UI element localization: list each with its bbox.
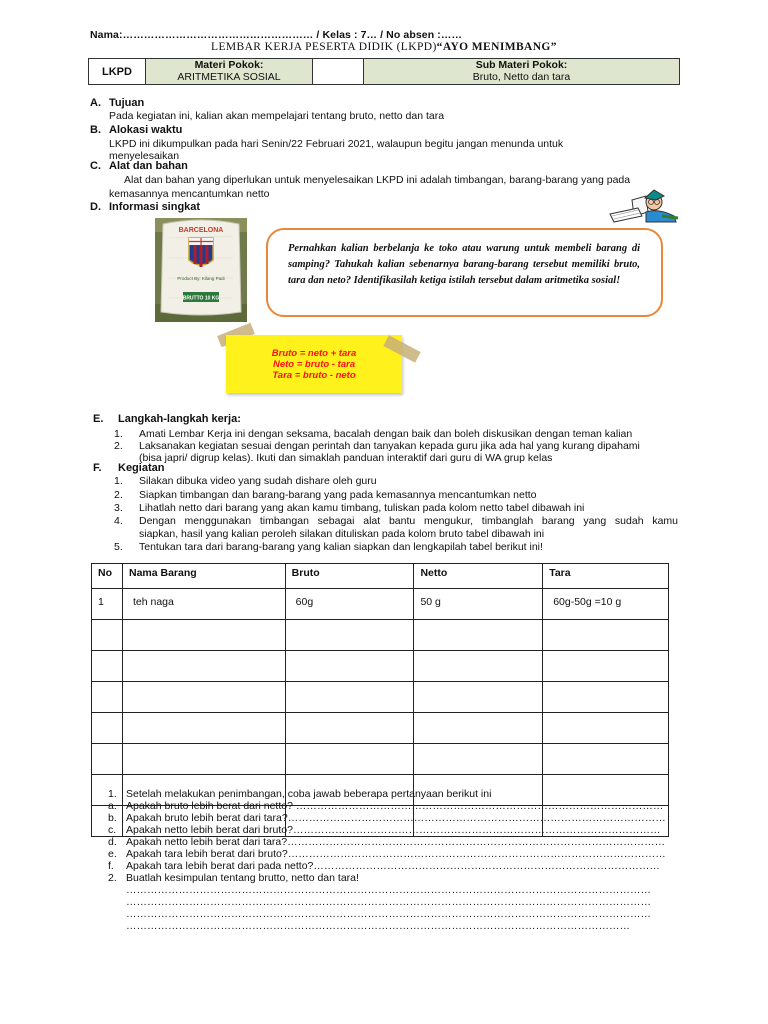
cell-netto[interactable] — [414, 744, 543, 775]
table-header-row — [92, 564, 669, 589]
question-b-letter: b. — [108, 812, 117, 824]
table-row — [92, 651, 669, 682]
cell-tara[interactable] — [543, 744, 669, 775]
sub-materi-label: Sub Materi Pokok: — [475, 59, 568, 71]
cell-no[interactable] — [92, 620, 123, 651]
identity-line: Nama:……………………………………………… / Kelas : 7… / No absen :…… — [90, 29, 463, 41]
cell-netto[interactable]: 50 g — [414, 589, 543, 620]
cell-no[interactable] — [92, 682, 123, 713]
materi-value: ARITMETIKA SOSIAL — [177, 71, 281, 83]
page-title-quote: “AYO MENIMBANG” — [436, 41, 557, 53]
materi-label: Materi Pokok: — [194, 59, 264, 71]
question-e-letter: e. — [108, 848, 117, 860]
question-2-text: Buatlah kesimpulan tentang brutto, netto dan tara! — [126, 872, 359, 884]
cell-bruto[interactable] — [285, 682, 414, 713]
activity-1-number: 1. — [114, 475, 123, 487]
section-b-text-1: LKPD ini dikumpulkan pada hari Senin/22 Februari 2021, walaupun begitu jangan menunda untuk — [109, 138, 564, 150]
sack-product-text: Product By: Kilang Padi — [177, 276, 225, 281]
step-1-text: Amati Lembar Kerja ini dengan seksama, bacalah dengan baik dan boleh diskusikan dengan teman kalian — [139, 428, 633, 440]
header-tara: Tara — [543, 564, 669, 589]
cell-netto[interactable] — [414, 651, 543, 682]
cell-no[interactable] — [92, 651, 123, 682]
lkpd-cell: LKPD — [89, 59, 146, 84]
activity-5-text: Tentukan tara dari barang-barang yang kalian siapkan dan lengkapilah tabel berikut ini! — [139, 541, 543, 553]
cell-nama-barang[interactable] — [122, 713, 285, 744]
question-a-letter: a. — [108, 800, 117, 812]
cell-bruto[interactable] — [285, 620, 414, 651]
step-2-text-2: (bisa japri/ digrup kelas). Ikuti dan simaklah panduan interaktif dari guru di WA grup kelas — [139, 452, 553, 464]
formula-bruto: Bruto = neto + tara — [271, 348, 357, 359]
cell-tara[interactable] — [543, 713, 669, 744]
header-nama-barang: Nama Barang — [122, 564, 285, 589]
header-bruto: Bruto — [285, 564, 414, 589]
activity-1-text: Silakan dibuka video yang sudah dishare oleh guru — [139, 475, 377, 487]
spacer-cell — [313, 59, 364, 84]
activity-4-number: 4. — [114, 515, 123, 527]
question-f-text[interactable]: Apakah tara lebih berat dari pada netto?……………………………………………………………………………………… — [126, 860, 660, 872]
rice-sack-image — [155, 218, 247, 322]
section-c-text-1: Alat dan bahan yang diperlukan untuk menyelesaikan LKPD ini adalah timbangan, barang-barang yang pada — [124, 174, 631, 186]
formula-neto: Neto = bruto - tara — [272, 359, 356, 370]
activity-3-number: 3. — [114, 502, 123, 514]
section-e-letter: E. — [93, 413, 104, 425]
page-title — [0, 41, 768, 53]
sack-brand-text: BARCELONA — [178, 227, 224, 234]
page-title-prefix: LEMBAR KERJA PESERTA DIDIK (LKPD) — [211, 41, 437, 53]
section-b-title: Alokasi waktu — [109, 124, 183, 136]
answer-line[interactable]: …………………………………………………………………………………………………………………………………… — [126, 896, 651, 908]
table-row — [92, 589, 669, 620]
answer-line[interactable]: ……………………………………………………………………………………………………………………………… — [126, 920, 630, 932]
activity-4-text-1: Dengan menggunakan timbangan sebagai alat bantu mengukur, timbanglah barang yang sudah kamu — [139, 515, 678, 527]
cell-no[interactable] — [92, 713, 123, 744]
cell-nama-barang[interactable] — [122, 682, 285, 713]
activity-3-text: Lihatlah netto dari barang yang akan kamu timbang, tuliskan pada kolom netto tabel dibawah ini — [139, 502, 585, 514]
activity-4-text-2: siapkan, hasil yang kalian peroleh silakan dituliskan pada kolom bruto tabel dibawah ini — [139, 528, 545, 540]
activity-2-text: Siapkan timbangan dan barang-barang yang pada kemasannya mencantumkan netto — [139, 489, 537, 501]
formula-tara: Tara = bruto - neto — [272, 370, 356, 381]
activity-5-number: 5. — [114, 541, 123, 553]
cell-tara[interactable] — [543, 682, 669, 713]
cell-nama-barang[interactable]: teh naga — [122, 589, 285, 620]
question-f-letter: f. — [108, 860, 114, 872]
activity-2-number: 2. — [114, 489, 123, 501]
section-f-title: Kegiatan — [118, 462, 165, 474]
section-b-text-2: menyelesaikan — [109, 150, 180, 162]
question-1-intro: Setelah melakukan penimbangan, coba jawab beberapa pertanyaan berikut ini — [126, 788, 492, 800]
reading-student-icon — [602, 188, 680, 228]
question-a-text[interactable]: Apakah bruto lebih berat dari netto? …………………………………………………………………………………………… — [126, 800, 664, 812]
cell-no[interactable] — [92, 806, 123, 837]
header-no: No — [92, 564, 123, 589]
cell-nama-barang[interactable] — [122, 744, 285, 775]
question-c-text[interactable]: Apakah netto lebih berat dari bruto?…………………………………………………………………………………………… — [126, 824, 661, 836]
cell-netto[interactable] — [414, 682, 543, 713]
section-e-title: Langkah-langkah kerja: — [118, 413, 241, 425]
section-c-letter: C. — [90, 160, 101, 172]
question-e-text[interactable]: Apakah tara lebih berat dari bruto?……………………………………………………………………………………………… — [126, 848, 666, 860]
cell-nama-barang[interactable] — [122, 651, 285, 682]
cell-bruto[interactable] — [285, 651, 414, 682]
cell-bruto[interactable] — [285, 713, 414, 744]
info-table — [88, 58, 680, 85]
formula-note — [226, 335, 402, 393]
question-2-number: 2. — [108, 872, 117, 884]
speech-text: Pernahkan kalian berbelanja ke toko atau warung untuk membeli barang di samping? Tahukah kalian sebenarnya barang-barang tersebut memiliki bruto, tara dan neto? Identifikasilah ketiga istilah tersebut dalam aritmetika sosial! — [288, 243, 640, 286]
question-1-number: 1. — [108, 788, 117, 800]
question-b-text[interactable]: Apakah bruto lebih berat dari tara?……………………………………………………………………………………………… — [126, 812, 666, 824]
materi-cell — [146, 59, 313, 84]
cell-netto[interactable] — [414, 713, 543, 744]
section-c-title: Alat dan bahan — [109, 160, 188, 172]
speech-bubble — [266, 228, 663, 317]
question-d-text[interactable]: Apakah netto lebih berat dari tara?……………………………………………………………………………………………… — [126, 836, 666, 848]
section-b-letter: B. — [90, 124, 101, 136]
sack-weight-text: BRUTTO 10 KG — [182, 295, 220, 302]
cell-tara[interactable] — [543, 651, 669, 682]
section-a-letter: A. — [90, 97, 101, 109]
cell-bruto[interactable] — [285, 744, 414, 775]
cell-netto[interactable] — [414, 620, 543, 651]
step-2-number: 2. — [114, 440, 123, 452]
table-row — [92, 713, 669, 744]
cell-tara[interactable] — [543, 620, 669, 651]
section-d-letter: D. — [90, 201, 101, 213]
section-c-text-2: kemasannya mencantumkan netto — [109, 188, 270, 200]
section-f-letter: F. — [93, 462, 102, 474]
question-c-letter: c. — [108, 824, 117, 836]
table-row — [92, 620, 669, 651]
section-d-title: Informasi singkat — [109, 201, 201, 213]
sub-materi-value: Bruto, Netto dan tara — [472, 71, 571, 83]
header-netto: Netto — [414, 564, 543, 589]
table-row — [92, 744, 669, 775]
cell-tara[interactable]: 60g-50g =10 g — [543, 589, 669, 620]
question-d-letter: d. — [108, 836, 117, 848]
step-1-number: 1. — [114, 428, 123, 440]
cell-no[interactable] — [92, 744, 123, 775]
table-row — [92, 682, 669, 713]
answer-line[interactable]: …………………………………………………………………………………………………………………………………… — [126, 908, 651, 920]
cell-bruto[interactable]: 60g — [285, 589, 414, 620]
cell-no[interactable]: 1 — [92, 589, 123, 620]
cell-nama-barang[interactable] — [122, 620, 285, 651]
section-a-title: Tujuan — [109, 97, 145, 109]
section-a-text: Pada kegiatan ini, kalian akan mempelajari tentang bruto, netto dan tara — [109, 110, 445, 122]
sub-materi-cell — [364, 59, 679, 84]
cell-no[interactable] — [92, 775, 123, 806]
step-2-text-1: Laksanakan kegiatan sesuai dengan perintah dan tanyakan kepada guru jika ada hal yang kurang dipahami — [139, 440, 640, 452]
answer-line[interactable]: …………………………………………………………………………………………………………………………………… — [126, 884, 651, 896]
